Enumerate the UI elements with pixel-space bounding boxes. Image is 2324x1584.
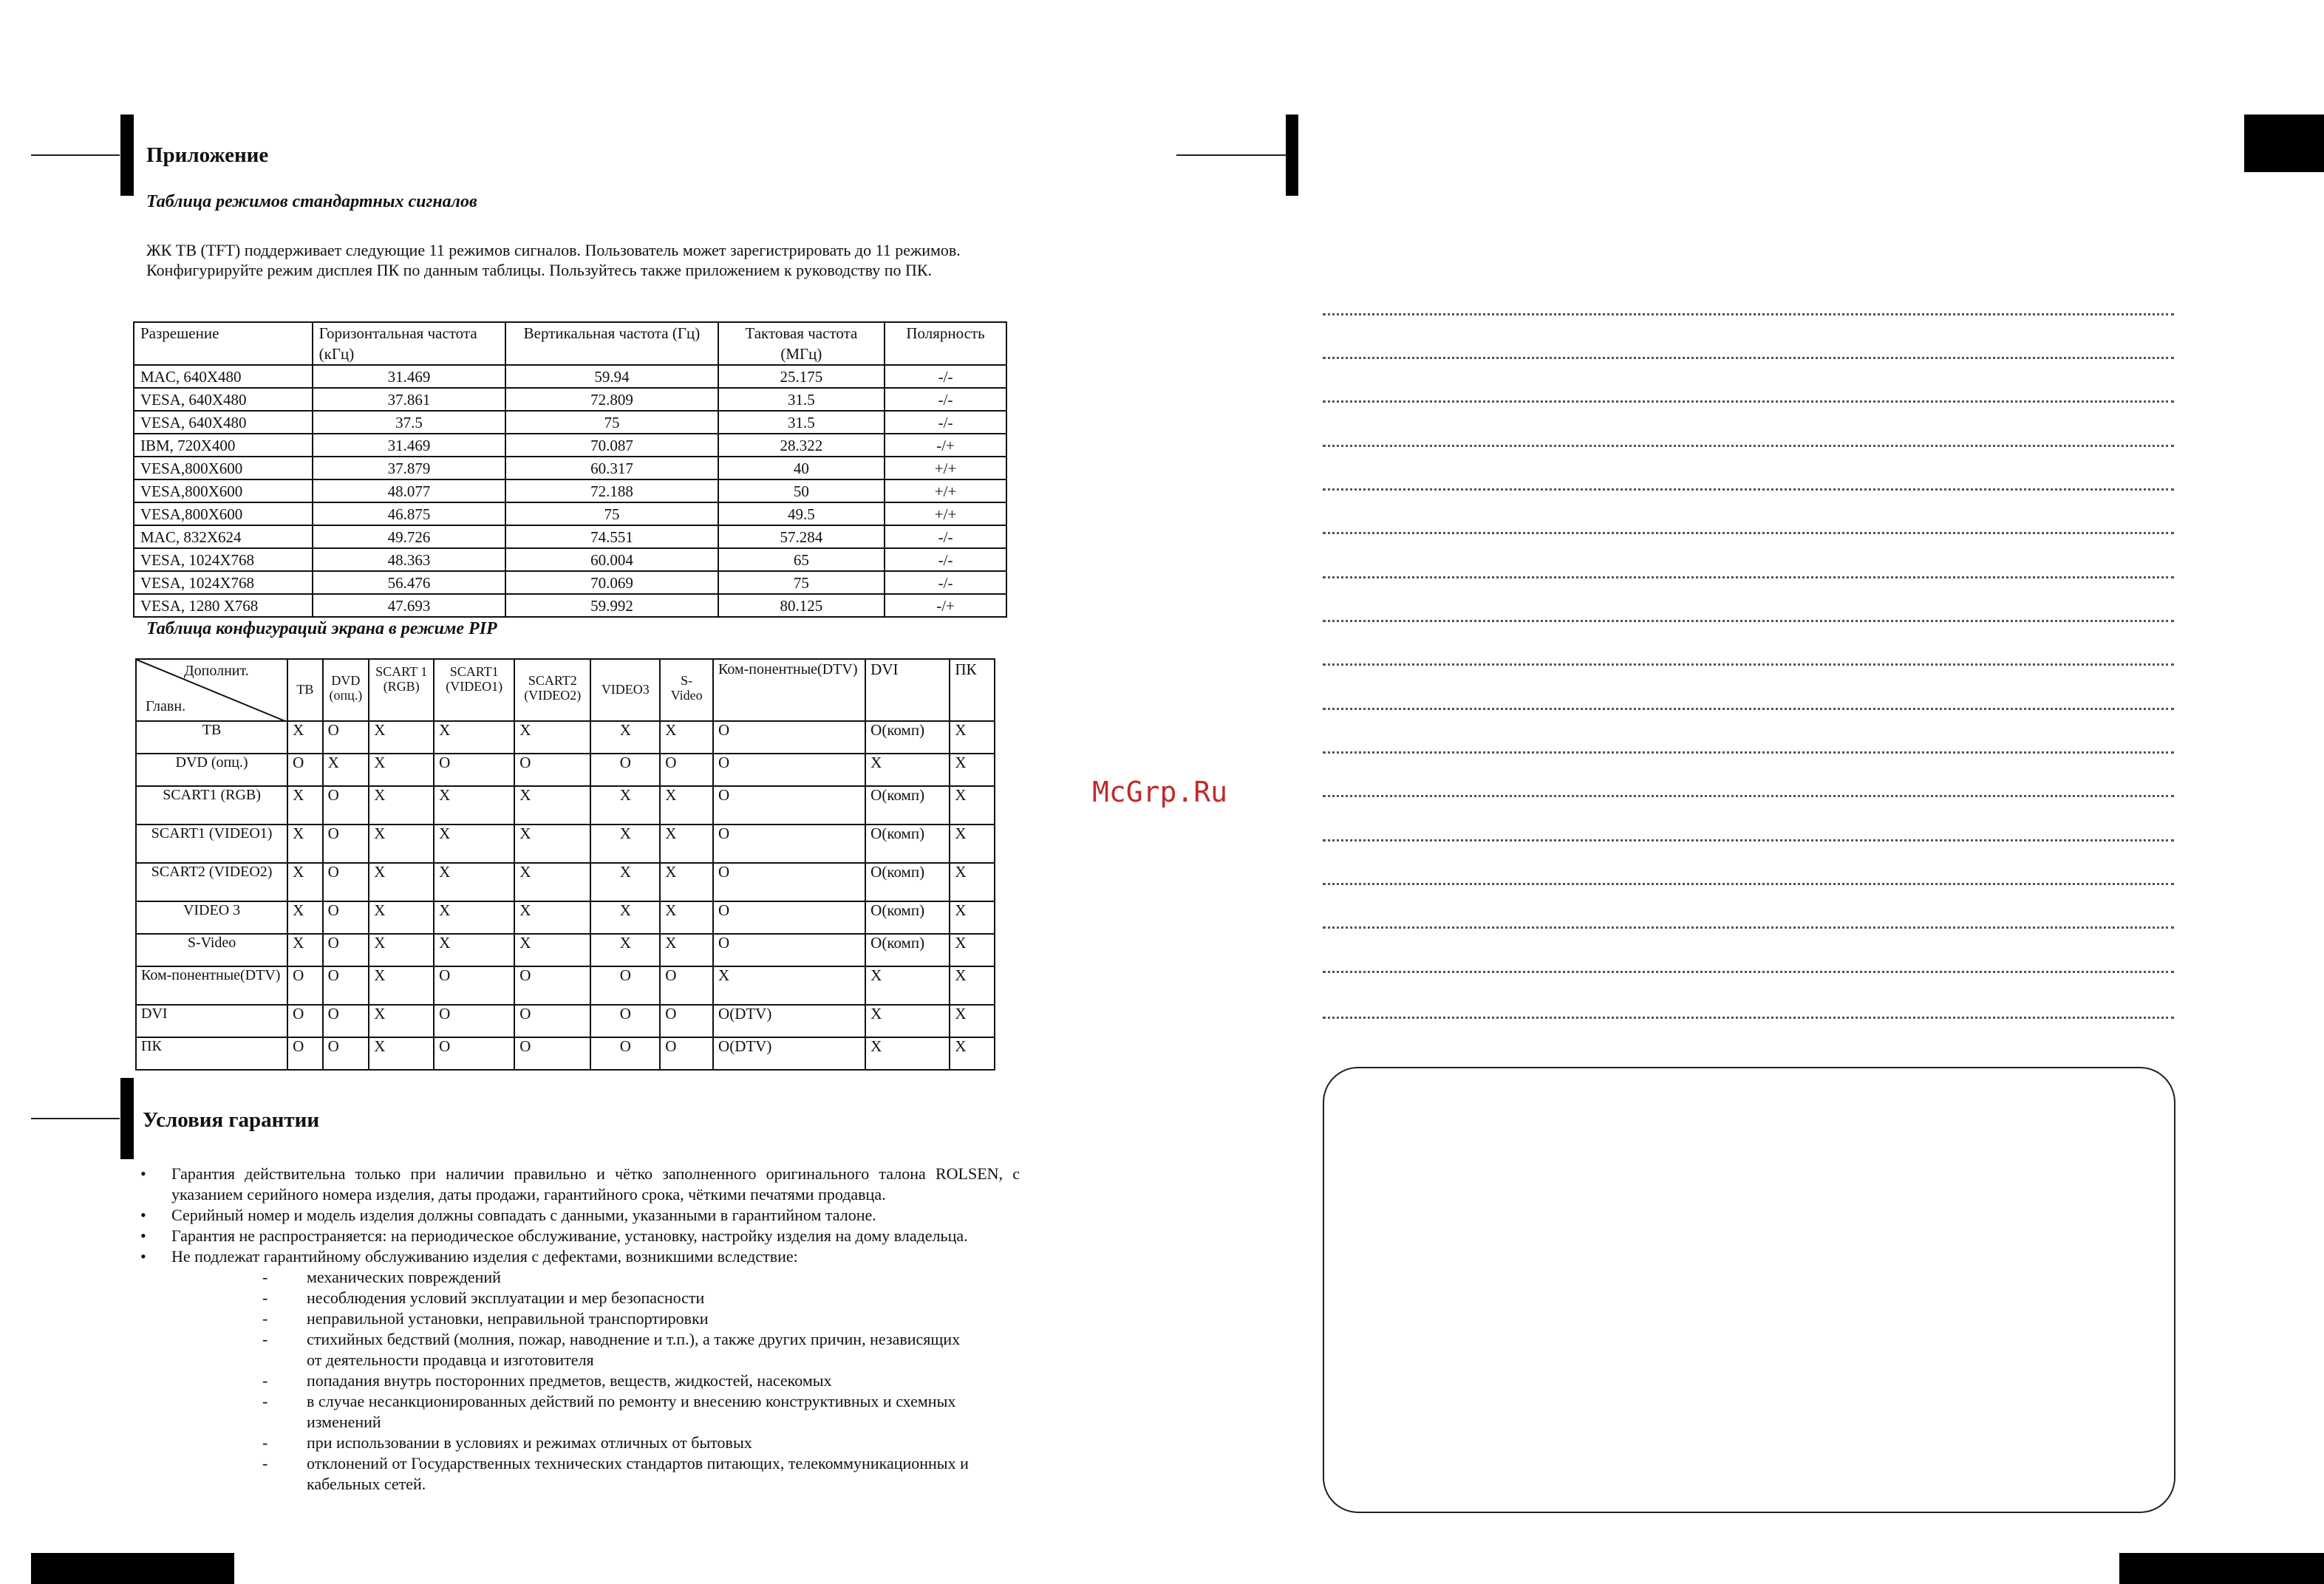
mode-value-cell: -/- <box>885 548 1006 571</box>
pip-cell: O <box>323 863 369 901</box>
pip-corner-bottom: Главн. <box>146 698 186 714</box>
pip-cell: O <box>590 966 660 1005</box>
warranty-exclusion-item: - отклонений от Государственных технических стандартов питающих, телекоммуникационных и кабельных сетей. <box>262 1453 972 1495</box>
mode-value-cell: -/+ <box>885 434 1006 457</box>
modes-table-header <box>134 322 1006 365</box>
mode-value-cell: 74.551 <box>505 525 718 548</box>
mode-value-cell: 46.875 <box>313 502 506 525</box>
pip-cell: O <box>590 754 660 786</box>
pip-cell: O <box>287 1005 322 1037</box>
mode-value-cell: 50 <box>718 479 885 502</box>
mode-value-cell: 59.94 <box>505 365 718 388</box>
pip-cell: X <box>514 901 590 934</box>
mode-value-cell: -/- <box>885 571 1006 594</box>
pip-col-header: Ком-понентные(DTV) <box>713 659 865 721</box>
note-line <box>1323 926 2174 929</box>
table-row <box>134 548 1006 571</box>
pip-cell: O <box>660 1005 713 1037</box>
pip-cell: O(комп) <box>865 901 950 934</box>
pip-cell: O <box>713 786 865 825</box>
note-line <box>1323 488 2174 491</box>
mode-value-cell: 70.087 <box>505 434 718 457</box>
pip-cell: X <box>950 966 995 1005</box>
warranty-exclusion-item: - стихийных бедствий (молния, пожар, наводнение и т.п.), а также других причин, независящих от деятельности продавца и изготовителя <box>262 1329 972 1370</box>
pip-col-header: ТВ <box>287 659 322 721</box>
pip-col-header: SCART2 (VIDEO2) <box>514 659 590 721</box>
pip-cell: O <box>323 1005 369 1037</box>
pip-cell: O <box>514 754 590 786</box>
pip-cell: X <box>287 934 322 966</box>
mode-value-cell: 37.879 <box>313 457 506 479</box>
mode-resolution-cell: VESA, 1280 X768 <box>134 594 313 617</box>
note-line <box>1323 971 2174 973</box>
mode-value-cell: +/+ <box>885 479 1006 502</box>
table-row <box>136 1037 995 1070</box>
warranty-title: Условия гарантии <box>143 1108 320 1132</box>
pip-cell: X <box>514 721 590 754</box>
warranty-exclusion-item: - при использовании в условиях и режимах отличных от бытовых <box>262 1433 972 1453</box>
warranty-exclusion-item: - в случае несанкционированных действий по ремонту и внесению конструктивных и схемных изменений <box>262 1391 972 1433</box>
mode-value-cell: 59.992 <box>505 594 718 617</box>
pip-cell: X <box>590 786 660 825</box>
note-line <box>1323 795 2174 797</box>
pip-cell: X <box>434 721 514 754</box>
table-row <box>134 434 1006 457</box>
mode-value-cell: 37.5 <box>313 411 506 434</box>
mode-value-cell: -/+ <box>885 594 1006 617</box>
pip-cell: O <box>713 863 865 901</box>
mode-value-cell: 60.317 <box>505 457 718 479</box>
pip-cell: X <box>369 1005 434 1037</box>
pip-row-label: Ком-понентные(DTV) <box>136 966 287 1005</box>
warranty-bullet: • Не подлежат гарантийному обслуживанию изделия с дефектами, возникшими вследствие: <box>140 1246 1020 1267</box>
pip-cell: O <box>323 966 369 1005</box>
mode-resolution-cell: VESA, 1024X768 <box>134 548 313 571</box>
mode-value-cell: 72.809 <box>505 388 718 411</box>
pip-row-label: DVD (опц.) <box>136 754 287 786</box>
mode-value-cell: +/+ <box>885 457 1006 479</box>
pip-cell: X <box>950 721 995 754</box>
modes-table-subtitle: Таблица режимов стандартных сигналов <box>146 192 477 211</box>
pip-col-header: SCART 1 (RGB) <box>369 659 434 721</box>
pip-cell: X <box>369 825 434 863</box>
page-footer-tab-right <box>2119 1553 2324 1584</box>
table-row <box>136 901 995 934</box>
mode-value-cell: 48.363 <box>313 548 506 571</box>
right-section-marker <box>1286 115 1298 196</box>
mode-resolution-cell: VESA, 640X480 <box>134 411 313 434</box>
pip-cell: X <box>434 786 514 825</box>
pip-cell: O <box>434 966 514 1005</box>
pip-cell: X <box>950 901 995 934</box>
mode-resolution-cell: VESA,800X600 <box>134 457 313 479</box>
pip-cell: X <box>369 966 434 1005</box>
pip-cell: X <box>590 863 660 901</box>
pip-table <box>135 658 995 1071</box>
mode-value-cell: 48.077 <box>313 479 506 502</box>
warranty-bullet: • Серийный номер и модель изделия должны совпадать с данными, указанными в гарантийном талоне. <box>140 1205 1020 1226</box>
section-marker-warranty <box>120 1078 134 1159</box>
pip-cell: X <box>950 1037 995 1070</box>
pip-cell: O <box>713 825 865 863</box>
pip-cell: X <box>660 786 713 825</box>
modes-header-cell: Вертикальная частота (Гц) <box>505 322 718 365</box>
table-row <box>134 502 1006 525</box>
pip-cell: X <box>434 934 514 966</box>
pip-cell: X <box>590 825 660 863</box>
pip-cell: O <box>434 1037 514 1070</box>
pip-cell: X <box>950 863 995 901</box>
table-row <box>136 1005 995 1037</box>
pip-cell: O <box>713 934 865 966</box>
note-line <box>1323 751 2174 754</box>
table-row <box>134 457 1006 479</box>
pip-cell: O <box>713 754 865 786</box>
warranty-exclusion-item: - неправильной установки, неправильной транспортировки <box>262 1308 972 1329</box>
table-row <box>134 594 1006 617</box>
pip-corner-top: Дополнит. <box>184 663 249 679</box>
mode-resolution-cell: IBM, 720X400 <box>134 434 313 457</box>
warranty-exclusion-item: - механических повреждений <box>262 1267 972 1288</box>
mode-value-cell: 25.175 <box>718 365 885 388</box>
mode-resolution-cell: VESA,800X600 <box>134 502 313 525</box>
mode-value-cell: +/+ <box>885 502 1006 525</box>
table-row <box>136 825 995 863</box>
pip-cell: X <box>950 1005 995 1037</box>
note-line <box>1323 313 2174 315</box>
mode-resolution-cell: MAC, 832X624 <box>134 525 313 548</box>
warranty-conditions <box>140 1164 1020 1495</box>
note-line <box>1323 1017 2174 1019</box>
pip-cell: X <box>865 966 950 1005</box>
mode-value-cell: -/- <box>885 411 1006 434</box>
pip-cell: X <box>590 901 660 934</box>
note-line <box>1323 445 2174 447</box>
table-row <box>134 365 1006 388</box>
mode-value-cell: 65 <box>718 548 885 571</box>
mode-value-cell: 56.476 <box>313 571 506 594</box>
mode-value-cell: -/- <box>885 365 1006 388</box>
table-row <box>136 934 995 966</box>
pip-cell: X <box>369 786 434 825</box>
pip-cell: O <box>514 1005 590 1037</box>
table-row <box>134 479 1006 502</box>
pip-row-label: S-Video <box>136 934 287 966</box>
pip-cell: X <box>434 863 514 901</box>
mode-value-cell: 31.5 <box>718 388 885 411</box>
pip-cell: X <box>514 786 590 825</box>
note-line <box>1323 532 2174 534</box>
pip-cell: X <box>434 901 514 934</box>
note-line <box>1323 839 2174 842</box>
note-line <box>1323 576 2174 578</box>
mode-resolution-cell: MAC, 640X480 <box>134 365 313 388</box>
pip-cell: O <box>660 754 713 786</box>
pip-col-header: DVD (опц.) <box>323 659 369 721</box>
table-row <box>134 411 1006 434</box>
mode-resolution-cell: VESA,800X600 <box>134 479 313 502</box>
pip-cell: X <box>287 901 322 934</box>
pip-cell: O <box>590 1005 660 1037</box>
warranty-exclusion-item: - несоблюдения условий эксплуатации и мер безопасности <box>262 1288 972 1308</box>
pip-col-header: VIDEO3 <box>590 659 660 721</box>
pip-cell: X <box>514 825 590 863</box>
table-row <box>136 966 995 1005</box>
pip-row-label: ТВ <box>136 721 287 754</box>
pip-cell: X <box>590 934 660 966</box>
mode-value-cell: -/- <box>885 388 1006 411</box>
table-row <box>134 571 1006 594</box>
modes-header-cell: Тактовая частота (МГц) <box>718 322 885 365</box>
mode-value-cell: 40 <box>718 457 885 479</box>
pip-cell: X <box>287 863 322 901</box>
modes-header-cell: Разрешение <box>134 322 313 365</box>
pip-cell: O <box>713 721 865 754</box>
mode-value-cell: 49.5 <box>718 502 885 525</box>
pip-cell: O <box>287 754 322 786</box>
pip-row-label: VIDEO 3 <box>136 901 287 934</box>
pip-cell: O(комп) <box>865 863 950 901</box>
pip-cell: X <box>369 754 434 786</box>
pip-cell: O <box>514 1037 590 1070</box>
section-rule-warranty <box>31 1118 120 1119</box>
mode-value-cell: 75 <box>718 571 885 594</box>
pip-col-header: DVI <box>865 659 950 721</box>
pip-cell: X <box>950 786 995 825</box>
table-row <box>136 721 995 754</box>
pip-col-header: S-Video <box>660 659 713 721</box>
pip-cell: X <box>660 721 713 754</box>
note-line <box>1323 663 2174 666</box>
pip-row-label: DVI <box>136 1005 287 1037</box>
pip-cell: O <box>660 966 713 1005</box>
note-line <box>1323 357 2174 359</box>
pip-cell: X <box>950 934 995 966</box>
site-watermark: McGrp.Ru <box>1092 776 1228 808</box>
pip-row-label: ПК <box>136 1037 287 1070</box>
right-page-rule <box>1176 154 1286 156</box>
pip-cell: O <box>287 1037 322 1070</box>
pip-cell: O <box>434 754 514 786</box>
pip-cell: X <box>369 901 434 934</box>
modes-intro-text: ЖК ТВ (TFT) поддерживает следующие 11 режимов сигналов. Пользователь может зарегистрировать до 11 режимов. Конфигурируйте режим дисплея ПК по данным таблицы. Пользуйтесь также приложением к руководству по ПК. <box>146 241 961 279</box>
pip-cell: X <box>950 754 995 786</box>
pip-cell: X <box>287 786 322 825</box>
table-row <box>136 786 995 825</box>
pip-cell: O(комп) <box>865 825 950 863</box>
mode-value-cell: 80.125 <box>718 594 885 617</box>
pip-cell: X <box>369 1037 434 1070</box>
pip-table-subtitle: Таблица конфигураций экрана в режиме PIP <box>146 619 497 638</box>
mode-resolution-cell: VESA, 640X480 <box>134 388 313 411</box>
pip-cell: X <box>590 721 660 754</box>
pip-cell: X <box>713 966 865 1005</box>
pip-cell: O <box>323 901 369 934</box>
page-footer-tab-left <box>31 1553 234 1584</box>
pip-cell: X <box>660 934 713 966</box>
pip-cell: X <box>369 934 434 966</box>
right-corner-tab <box>2244 115 2324 172</box>
note-line <box>1323 620 2174 622</box>
pip-col-header: SCART1 (VIDEO1) <box>434 659 514 721</box>
pip-cell: X <box>865 754 950 786</box>
mode-value-cell: 47.693 <box>313 594 506 617</box>
pip-cell: X <box>950 825 995 863</box>
pip-cell: O <box>323 825 369 863</box>
modes-table <box>133 321 1007 618</box>
pip-cell: O <box>590 1037 660 1070</box>
warranty-bullet: • Гарантия действительна только при наличии правильно и чётко заполненного оригинального талона ROLSEN, с указанием серийного номера изделия, даты продажи, гарантийного срока, чёткими печатями продавца. <box>140 1164 1020 1205</box>
mode-value-cell: 57.284 <box>718 525 885 548</box>
page-title: Приложение <box>146 143 269 167</box>
pip-cell: X <box>369 721 434 754</box>
note-line <box>1323 883 2174 885</box>
mode-value-cell: 75 <box>505 411 718 434</box>
mode-value-cell: 70.069 <box>505 571 718 594</box>
warranty-exclusion-item: - попадания внутрь посторонних предметов, веществ, жидкостей, насекомых <box>262 1370 972 1391</box>
modes-header-cell: Горизонтальная частота (кГц) <box>313 322 506 365</box>
pip-cell: X <box>287 721 322 754</box>
note-line <box>1323 708 2174 710</box>
pip-cell: O(комп) <box>865 721 950 754</box>
mode-value-cell: 49.726 <box>313 525 506 548</box>
pip-cell: X <box>865 1037 950 1070</box>
pip-cell: O <box>514 966 590 1005</box>
pip-cell: X <box>660 901 713 934</box>
mode-value-cell: 31.5 <box>718 411 885 434</box>
pip-cell: X <box>323 754 369 786</box>
table-row <box>136 754 995 786</box>
pip-cell: O(DTV) <box>713 1005 865 1037</box>
mode-value-cell: 31.469 <box>313 434 506 457</box>
table-row <box>136 863 995 901</box>
pip-cell: X <box>434 825 514 863</box>
pip-cell: O(DTV) <box>713 1037 865 1070</box>
section-rule-appendix <box>31 154 120 156</box>
mode-value-cell: 60.004 <box>505 548 718 571</box>
table-row <box>134 525 1006 548</box>
pip-cell: X <box>865 1005 950 1037</box>
mode-value-cell: 28.322 <box>718 434 885 457</box>
note-line <box>1323 400 2174 403</box>
pip-cell: X <box>660 825 713 863</box>
pip-col-header: ПК <box>950 659 995 721</box>
pip-cell: O <box>323 721 369 754</box>
pip-cell: X <box>287 825 322 863</box>
notes-box <box>1323 1067 2175 1513</box>
pip-cell: O <box>323 934 369 966</box>
pip-row-label: SCART1 (RGB) <box>136 786 287 825</box>
mode-value-cell: -/- <box>885 525 1006 548</box>
mode-resolution-cell: VESA, 1024X768 <box>134 571 313 594</box>
mode-value-cell: 31.469 <box>313 365 506 388</box>
pip-table-header <box>136 659 995 721</box>
modes-header-cell: Полярность <box>885 322 1006 365</box>
pip-cell: O <box>713 901 865 934</box>
pip-cell: O <box>660 1037 713 1070</box>
pip-cell: O(комп) <box>865 934 950 966</box>
pip-cell: X <box>514 934 590 966</box>
mode-value-cell: 72.188 <box>505 479 718 502</box>
mode-value-cell: 37.861 <box>313 388 506 411</box>
pip-cell: O(комп) <box>865 786 950 825</box>
pip-cell: X <box>369 863 434 901</box>
pip-row-label: SCART1 (VIDEO1) <box>136 825 287 863</box>
section-marker-appendix <box>120 115 134 196</box>
pip-cell: O <box>434 1005 514 1037</box>
pip-cell: O <box>323 1037 369 1070</box>
pip-row-label: SCART2 (VIDEO2) <box>136 863 287 901</box>
warranty-bullet: • Гарантия не распространяется: на периодическое обслуживание, установку, настройку изделия на дому владельца. <box>140 1226 1020 1246</box>
pip-cell: X <box>514 863 590 901</box>
pip-cell: O <box>323 786 369 825</box>
mode-value-cell: 75 <box>505 502 718 525</box>
pip-cell: X <box>660 863 713 901</box>
table-row <box>134 388 1006 411</box>
pip-corner-cell <box>136 659 287 721</box>
pip-cell: O <box>287 966 322 1005</box>
